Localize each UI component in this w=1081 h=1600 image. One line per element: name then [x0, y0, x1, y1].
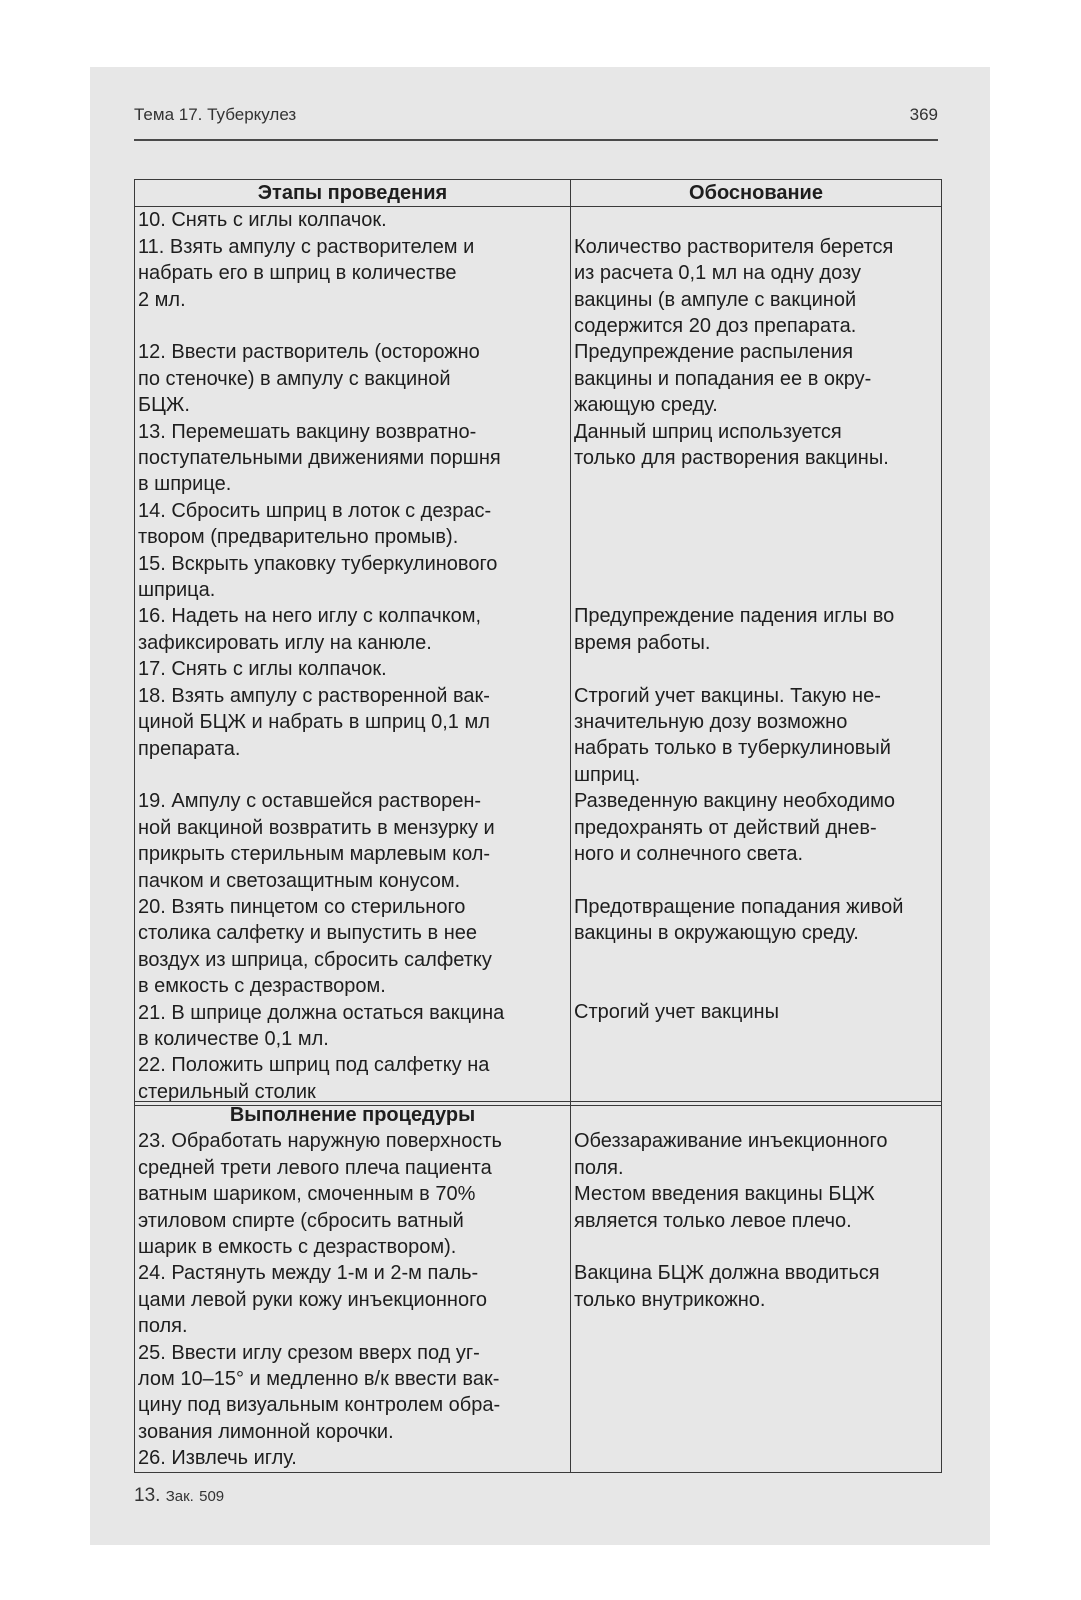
text-line: пачком и светозащитным конусом. — [138, 869, 461, 892]
text-line — [574, 656, 938, 682]
table-body-row — [135, 207, 942, 1106]
text-line: Предупреждение распыления — [574, 341, 854, 364]
text-line: 14. Сбросить шприц в лоток с дезрас- — [138, 499, 492, 522]
text-line: БЦЖ. — [138, 394, 190, 417]
text-line — [574, 867, 938, 893]
text-line: только для растворения вакцины. — [574, 447, 889, 470]
text-line: ватным шариком, смоченным в 70% — [138, 1183, 476, 1206]
text-line: 24. Растянуть между 1-м и 2-м паль- — [138, 1262, 479, 1285]
rationale-cell — [571, 207, 942, 1106]
table-body-row — [135, 1102, 942, 1473]
text-line: ного и солнечного света. — [574, 843, 804, 866]
text-line: 25. Ввести иглу срезом вверх под уг- — [138, 1341, 480, 1364]
text-line: 26. Извлечь иглу. — [138, 1447, 297, 1470]
text-line: лом 10–15° и медленно в/к ввести вак- — [138, 1368, 500, 1391]
text-line — [574, 498, 938, 524]
text-line: набрать только в туберкулиновый — [574, 737, 891, 760]
procedure-table-part-1 — [134, 179, 942, 1106]
text-line: 10. Снять с иглы колпачок. — [138, 209, 387, 232]
text-line: из расчета 0,1 мл на одну дозу — [574, 262, 861, 285]
text-line: набрать его в шприц в количестве — [138, 262, 457, 285]
text-line: цину под визуальным контролем обра- — [138, 1394, 501, 1417]
steps-cell — [135, 207, 571, 1106]
text-line: 2 мл. — [138, 288, 186, 311]
text-line: поля. — [574, 1156, 624, 1179]
text-line — [574, 973, 938, 999]
text-line: ной вакциной возвратить в мензурку и — [138, 816, 495, 839]
page-footer — [134, 1485, 224, 1507]
text-line: в шприце. — [138, 473, 232, 496]
text-line: является только левое плечо. — [574, 1209, 852, 1232]
text-line — [574, 1026, 938, 1052]
text-line: в количестве 0,1 мл. — [138, 1027, 329, 1050]
steps-cell — [135, 1102, 571, 1473]
text-line — [574, 471, 938, 497]
text-line — [138, 762, 567, 788]
text-line: циной БЦЖ и набрать в шприц 0,1 мл — [138, 711, 490, 734]
text-line: шарик в емкость с дезраствором). — [138, 1236, 457, 1259]
rationale-cell — [571, 1102, 942, 1473]
text-line — [574, 577, 938, 603]
order-label: Зак. — [165, 1488, 194, 1505]
text-line: Обеззараживание инъекционного — [574, 1130, 888, 1153]
text-line: вакцины и попадания ее в окру- — [574, 367, 872, 390]
text-line: 17. Снять с иглы колпачок. — [138, 658, 387, 681]
sheet-number: 13. — [134, 1485, 161, 1506]
text-line: прикрыть стерильным марлевым кол- — [138, 843, 491, 866]
text-line: Вакцина БЦЖ должна вводиться — [574, 1262, 880, 1285]
text-line — [574, 1234, 938, 1260]
text-line — [574, 1340, 938, 1366]
text-line: 23. Обработать наружную поверхность — [138, 1130, 502, 1153]
text-line: предохранять от действий днев- — [574, 816, 877, 839]
text-line: по стеночке) в ампулу с вакциной — [138, 367, 451, 390]
text-line: 19. Ампулу с оставшейся растворен- — [138, 790, 482, 813]
text-line: только внутрикожно. — [574, 1288, 766, 1311]
text-line: Местом введения вакцины БЦЖ — [574, 1183, 875, 1206]
text-line — [574, 1313, 938, 1339]
text-line: 18. Взять ампулу с растворенной вак- — [138, 684, 490, 707]
text-line: вакцины (в ампуле с вакциной — [574, 288, 857, 311]
book-page — [90, 67, 990, 1545]
text-line: цами левой руки кожу инъекционного — [138, 1288, 488, 1311]
text-line: жающую среду. — [574, 394, 718, 417]
text-line: 16. Надеть на него иглу с колпачком, — [138, 605, 482, 628]
text-line — [574, 551, 938, 577]
text-line: содержится 20 доз препарата. — [574, 315, 857, 338]
table-header-row — [135, 180, 942, 207]
text-line: средней трети левого плеча пациента — [138, 1156, 492, 1179]
text-line: 22. Положить шприц под салфетку на — [138, 1054, 490, 1077]
text-line: 20. Взять пинцетом со стерильного — [138, 895, 466, 918]
page-number: 369 — [909, 105, 938, 124]
text-line — [574, 207, 938, 233]
text-line: Количество растворителя берется — [574, 235, 894, 258]
text-line: шприц. — [574, 763, 641, 786]
procedure-table-part-2 — [134, 1101, 942, 1473]
text-line — [574, 524, 938, 550]
text-line: воздух из шприца, сбросить салфетку — [138, 948, 492, 971]
text-line: этиловом спирте (сбросить ватный — [138, 1209, 464, 1232]
text-line: Строгий учет вакцины. Такую не- — [574, 684, 881, 707]
text-line — [574, 1445, 938, 1471]
text-line: 13. Перемешать вакцину возвратно- — [138, 420, 477, 443]
text-line: шприца. — [138, 579, 216, 602]
text-line: значительную дозу возможно — [574, 711, 848, 734]
text-line: 11. Взять ампулу с растворителем и — [138, 235, 475, 258]
text-line: поступательными движениями поршня — [138, 447, 501, 470]
text-line — [574, 1102, 938, 1128]
text-line: Предупреждение падения иглы во — [574, 605, 895, 628]
text-line — [138, 313, 567, 339]
column-header-rationale: Обоснование — [571, 180, 942, 207]
text-line — [574, 1392, 938, 1418]
text-line: Разведенную вакцину необходимо — [574, 790, 896, 813]
section-title: Выполнение процедуры — [229, 1104, 476, 1126]
text-line: Строгий учет вакцины — [574, 1001, 779, 1024]
text-line: стерильный столик — [138, 1080, 316, 1103]
text-line — [574, 1052, 938, 1078]
text-line — [574, 1419, 938, 1445]
text-line: вакцины в окружающую среду. — [574, 922, 859, 945]
text-line: 21. В шприце должна остаться вакцина — [138, 1001, 505, 1024]
text-line: 15. Вскрыть упаковку туберкулинового — [138, 552, 498, 575]
text-line: 12. Ввести растворитель (осторожно — [138, 341, 480, 364]
text-line: Данный шприц используется — [574, 420, 842, 443]
text-line — [574, 947, 938, 973]
text-line: Предотвращение попадания живой — [574, 895, 904, 918]
running-header — [134, 105, 938, 141]
text-line — [574, 1366, 938, 1392]
text-line: зафиксировать иглу на канюле. — [138, 631, 432, 654]
text-line: столика салфетку и выпустить в нее — [138, 922, 478, 945]
text-line: зования лимонной корочки. — [138, 1420, 394, 1443]
column-header-steps: Этапы проведения — [135, 180, 571, 207]
text-line: твором (предварительно промыв). — [138, 526, 459, 549]
text-line: в емкость с дезраствором. — [138, 975, 386, 998]
chapter-title: Тема 17. Туберкулез — [134, 105, 297, 124]
text-line: поля. — [138, 1315, 188, 1338]
text-line: время работы. — [574, 631, 711, 654]
order-number: 509 — [199, 1488, 225, 1505]
text-line: препарата. — [138, 737, 241, 760]
